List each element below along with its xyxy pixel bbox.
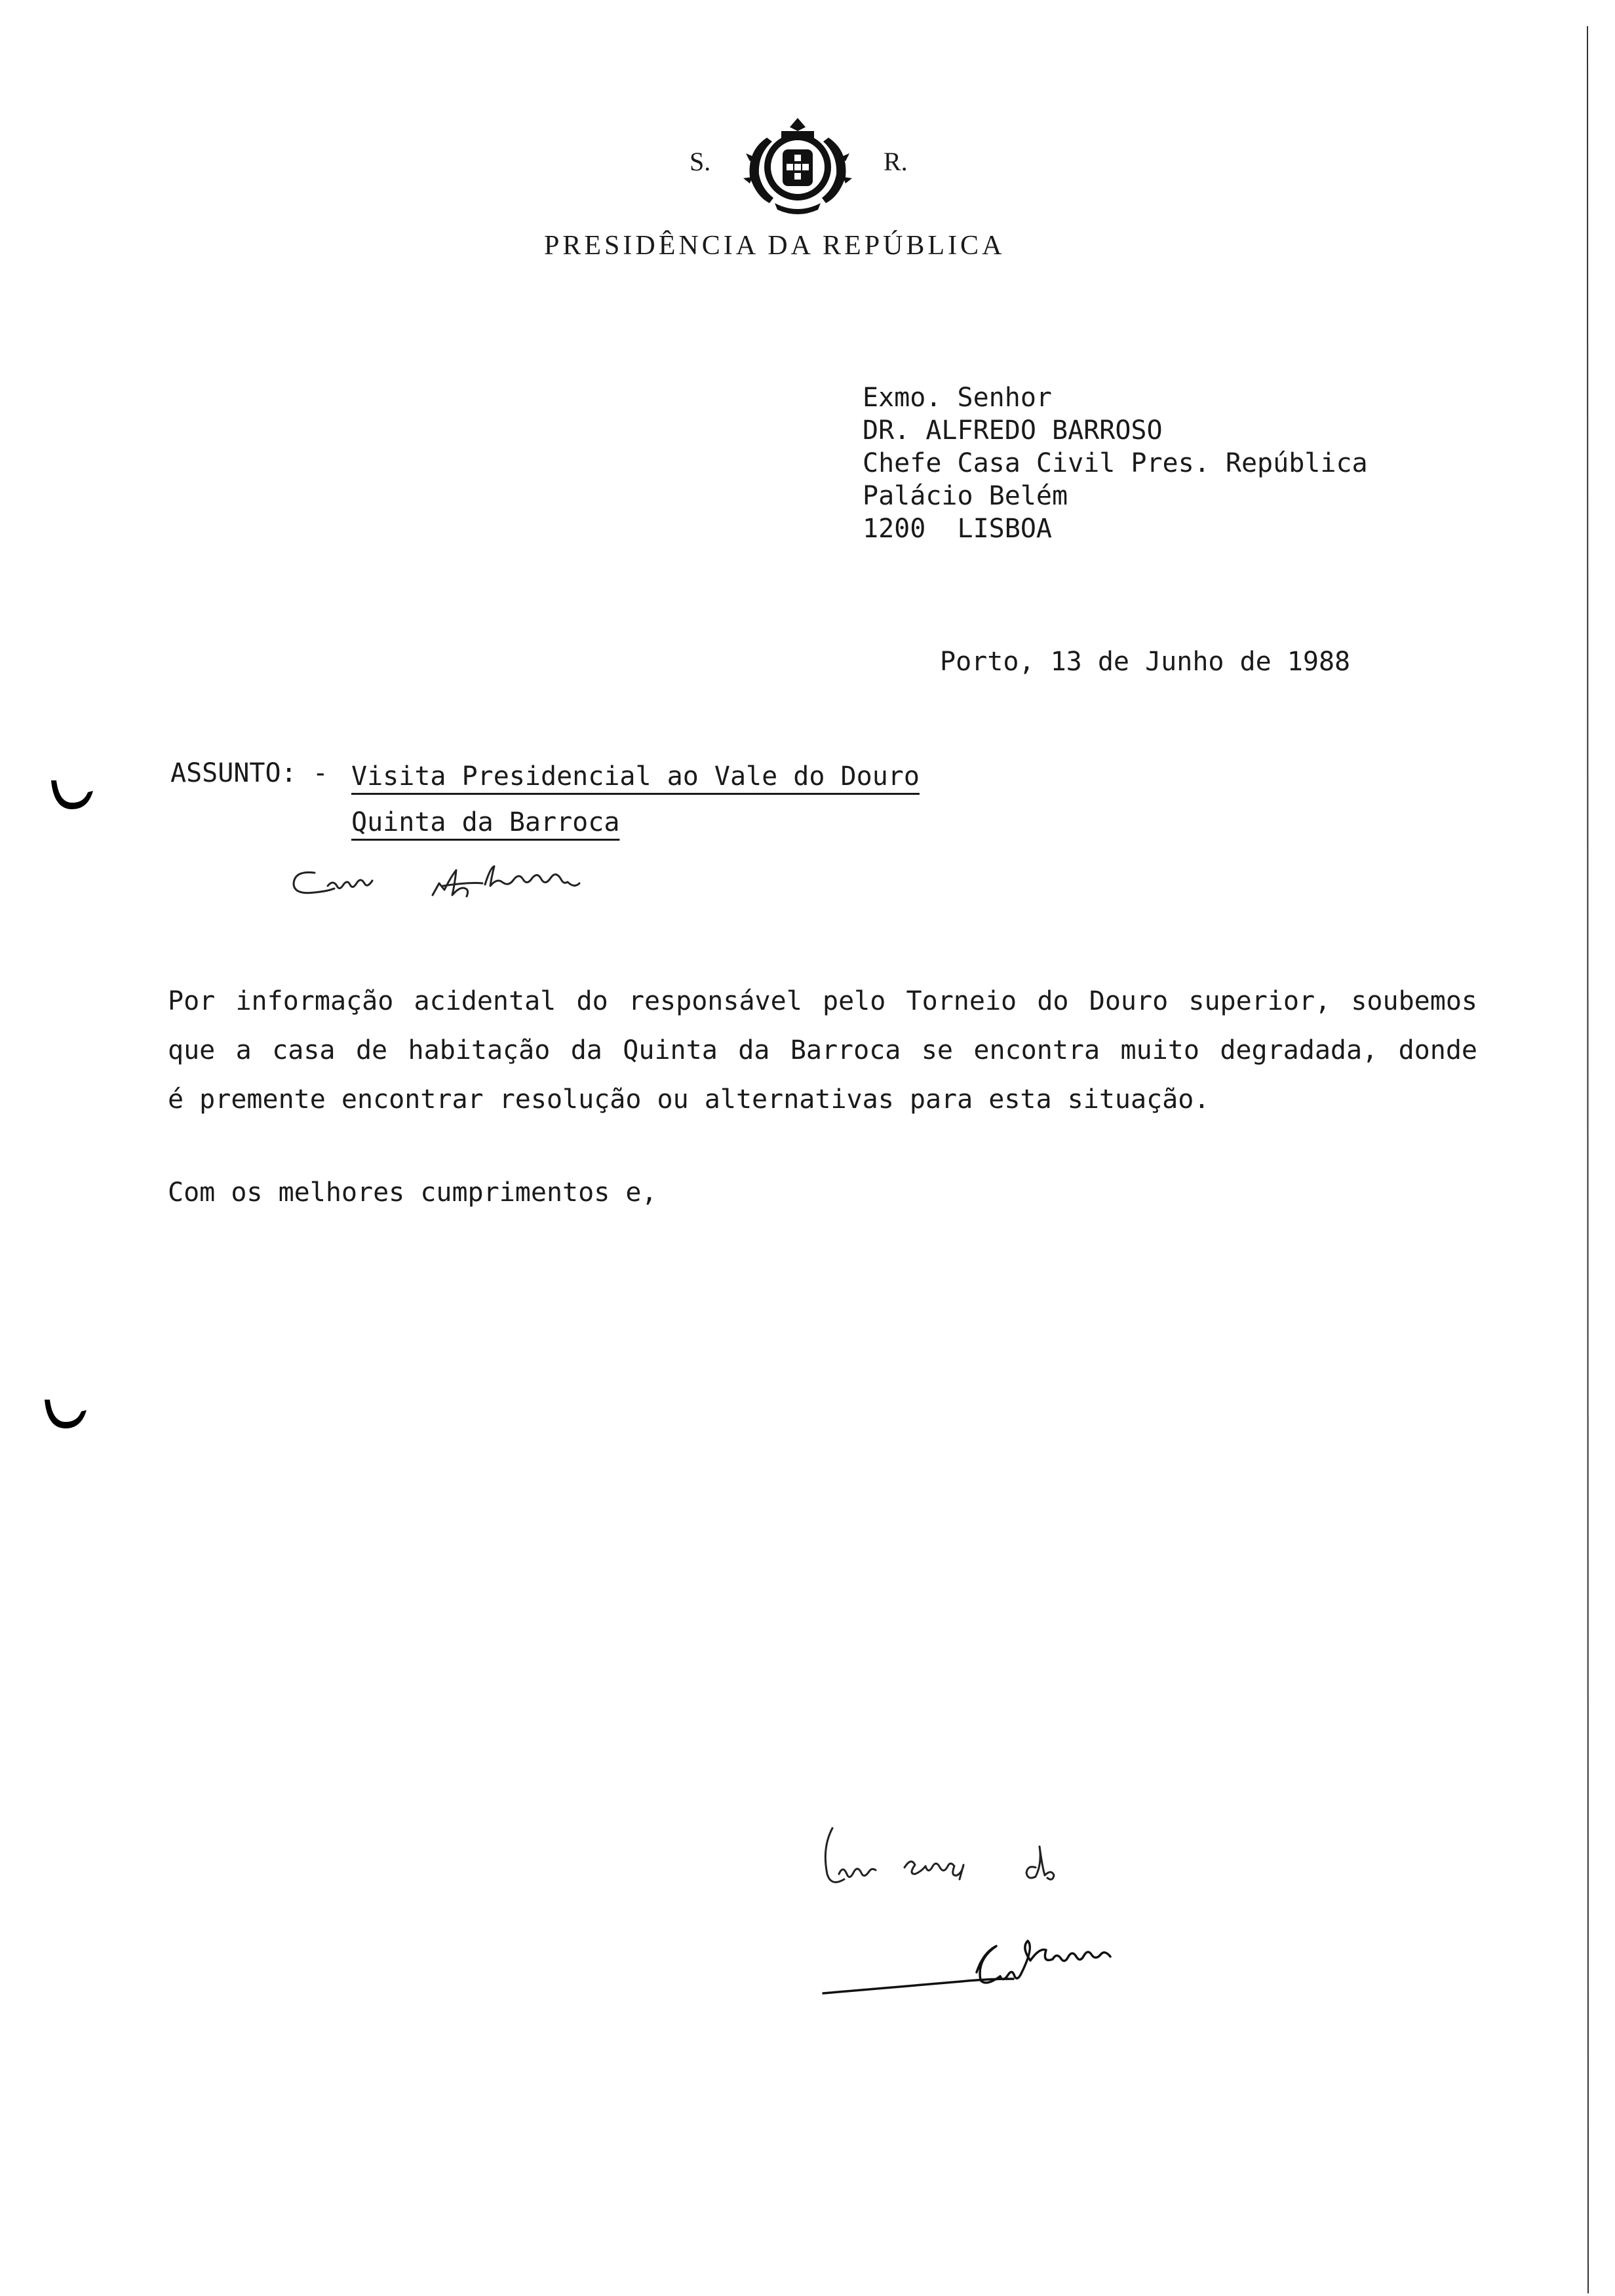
body-word: do (1037, 986, 1069, 1016)
body-line-2 (168, 1035, 1477, 1065)
body-word: se (921, 1035, 953, 1065)
date-line: Porto, 13 de Junho de 1988 (940, 647, 1351, 677)
recipient-city: 1200 LISBOA (863, 514, 1052, 544)
institution-title: PRESIDÊNCIA DA REPÚBLICA (544, 231, 1005, 261)
subject-line-2: Quinta da Barroca (351, 807, 620, 837)
recipient-address: Palácio Belém (863, 481, 1068, 511)
closing-line: Com os melhores cumprimentos e, (168, 1177, 657, 1208)
body-word: encontra (973, 1035, 1100, 1065)
punch-hole-mark-top (46, 776, 98, 816)
handwritten-signature (819, 1920, 1226, 2005)
body-word: habitação (408, 1035, 551, 1065)
body-word: que (168, 1035, 216, 1065)
scan-edge-line (1585, 26, 1593, 2293)
body-word: a (235, 1035, 252, 1065)
body-word: superior, (1188, 986, 1331, 1016)
header-right-initial: R. (884, 147, 908, 176)
body-word: Douro (1089, 986, 1169, 1016)
body-word: soubemos (1351, 986, 1477, 1016)
recipient-name: DR. ALFREDO BARROSO (863, 415, 1163, 446)
body-word: pelo (823, 986, 886, 1016)
body-word: Torneio (906, 986, 1017, 1016)
body-word: da (570, 1035, 602, 1065)
body-word: degradada, (1220, 1035, 1378, 1065)
handwritten-greeting (288, 858, 629, 911)
header-left-initial: S. (690, 147, 711, 176)
body-line-1 (168, 986, 1477, 1016)
body-word: muito (1120, 1035, 1199, 1065)
body-word: da (738, 1035, 770, 1065)
body-word: informação (235, 986, 394, 1016)
punch-hole-mark-bottom (39, 1396, 92, 1435)
body-word: casa (272, 1035, 336, 1065)
recipient-position: Chefe Casa Civil Pres. República (863, 448, 1368, 478)
body-word: donde (1398, 1035, 1477, 1065)
recipient-salutation: Exmo. Senhor (863, 383, 1052, 413)
subject-label: ASSUNTO: - (170, 758, 344, 788)
body-word: responsável (628, 986, 802, 1016)
body-word: de (355, 1035, 388, 1065)
body-word: Barroca (790, 1035, 901, 1065)
subject-line-1: Visita Presidencial ao Vale do Douro (351, 761, 920, 792)
body-word: Quinta (623, 1035, 718, 1065)
body-word: acidental (414, 986, 556, 1016)
body-line-3: é premente encontrar resolução ou alternativas para esta situação. (168, 1084, 1210, 1115)
body-word: do (576, 986, 608, 1016)
coat-of-arms-seal (735, 111, 860, 216)
body-word: Por (168, 986, 216, 1016)
handwritten-closing (819, 1822, 1121, 1900)
